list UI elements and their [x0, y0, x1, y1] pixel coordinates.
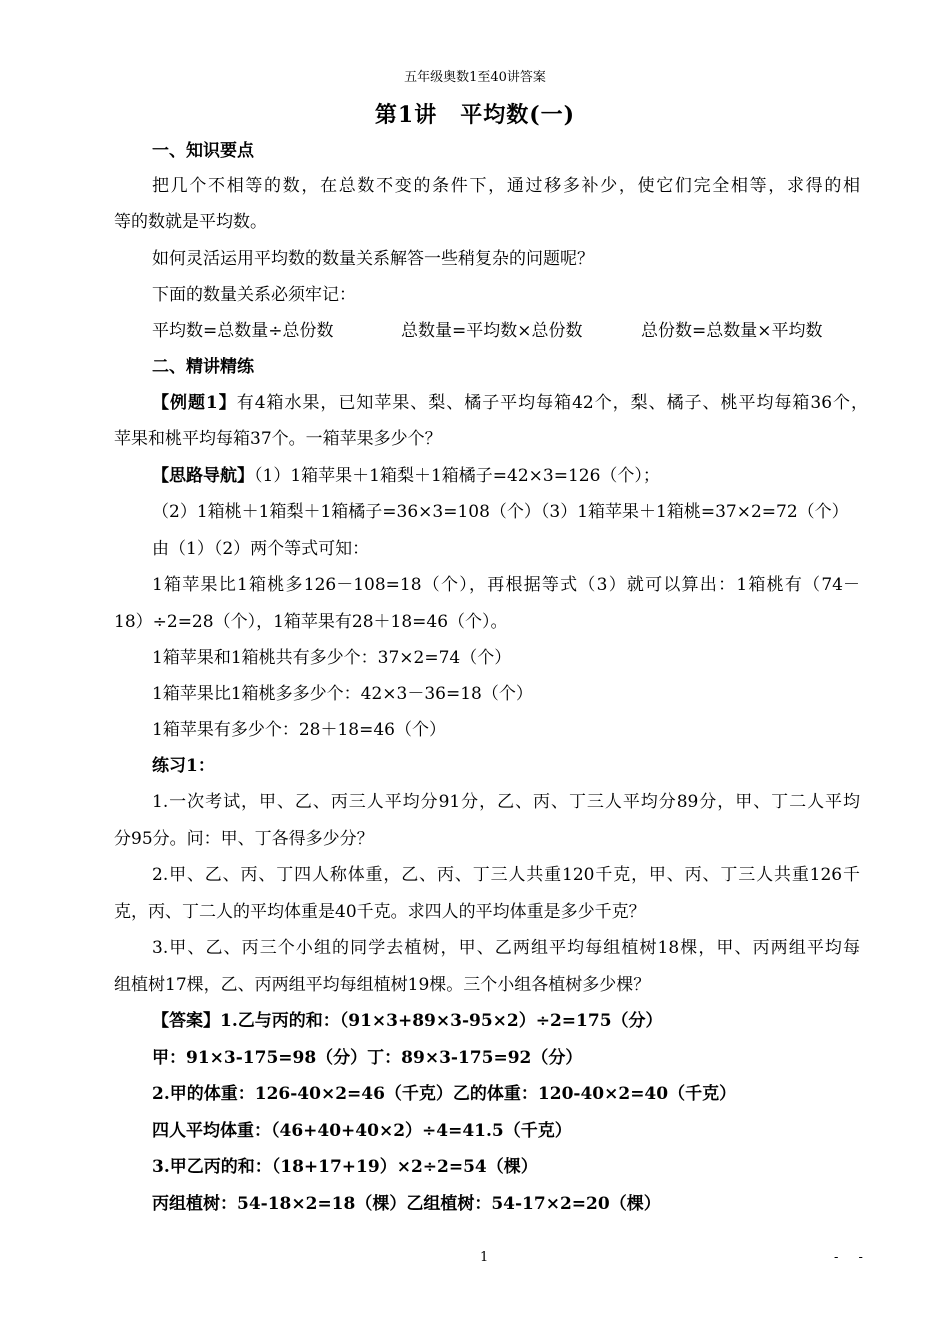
answer-line-1: 【答案】1.乙与丙的和：（91×3+89×3-95×2）÷2=175（分） — [152, 1011, 663, 1031]
solution-line-5: 18）÷2=28（个），1箱苹果有28＋18=46（个）。 — [114, 612, 508, 632]
lecture-title: 第1讲 平均数(一) — [374, 102, 576, 128]
formula-total: 总数量=平均数×总份数 — [401, 321, 583, 341]
knowledge-question: 如何灵活运用平均数的数量关系解答一些稍复杂的问题呢？ — [152, 249, 594, 269]
solution-line-6: 1箱苹果和1箱桃共有多少个：37×2=74（个） — [152, 648, 512, 668]
solution-step-1: （1）1箱苹果＋1箱梨＋1箱橘子=42×3=126（个）； — [254, 466, 660, 486]
knowledge-note: 下面的数量关系必须牢记： — [152, 285, 356, 305]
answer-line-5: 3.甲乙丙的和：（18+17+19）×2÷2=54（棵） — [152, 1157, 538, 1177]
page-header: 五年级奥数1至40讲答案 — [404, 70, 546, 85]
section-heading-practice: 二、精讲精练 — [152, 357, 254, 377]
practice-2-line-2: 克，丙、丁二人的平均体重是40千克。求四人的平均体重是多少千克？ — [114, 902, 646, 922]
practice-3-line-1: 3.甲、乙、丙三个小组的同学去植树，甲、乙两组平均每组植树18棵，甲、丙两组平均每 — [152, 938, 860, 958]
answer-line-2: 甲：91×3-175=98（分）丁：89×3-175=92（分） — [152, 1048, 583, 1068]
solution-label: 【思路导航】 — [152, 466, 254, 486]
answer-line-4: 四人平均体重：（46+40+40×2）÷4=41.5（千克） — [152, 1121, 572, 1141]
solution-line-4: 1箱苹果比1箱桃多126－108=18（个），再根据等式（3）就可以算出：1箱桃有（74－ — [152, 575, 860, 595]
solution-line-2: （2）1箱桃＋1箱梨＋1箱橘子=36×3=108（个）（3）1箱苹果＋1箱桃=37×2=72（个） — [152, 502, 849, 522]
formula-count: 总份数=总数量×平均数 — [641, 321, 823, 341]
solution-line-1 — [152, 464, 660, 488]
answer-line-3: 2.甲的体重：126-40×2=46（千克）乙的体重：120-40×2=40（千克） — [152, 1084, 737, 1104]
solution-line-3: 由（1）（2）两个等式可知： — [152, 539, 370, 559]
footer-mark: - - — [834, 1250, 871, 1265]
knowledge-paragraph-line-1: 把几个不相等的数，在总数不变的条件下，通过移多补少，使它们完全相等，求得的相 — [152, 176, 860, 196]
page-number: 1 — [480, 1250, 489, 1265]
practice-2-line-1: 2.甲、乙、丙、丁四人称体重，乙、丙、丁三人共重120千克，甲、丙、丁三人共重126千 — [152, 865, 860, 885]
example-1-text: 有4箱水果，已知苹果、梨、橘子平均每箱42个，梨、橘子、桃平均每箱36个， — [236, 393, 868, 413]
practice-1-line-1: 1.一次考试，甲、乙、丙三人平均分91分，乙、丙、丁三人平均分89分，甲、丁二人平均 — [152, 792, 860, 812]
practice-3-line-2: 组植树17棵，乙、丙两组平均每组植树19棵。三个小组各植树多少棵？ — [114, 975, 651, 995]
example-1-line-1 — [152, 391, 868, 415]
solution-line-8: 1箱苹果有多少个：28＋18=46（个） — [152, 720, 446, 740]
practice-1-line-2: 分95分。问：甲、丁各得多少分？ — [114, 829, 374, 849]
solution-line-7: 1箱苹果比1箱桃多多少个：42×3－36=18（个） — [152, 684, 533, 704]
answer-line-6: 丙组植树：54-18×2=18（棵）乙组植树：54-17×2=20（棵） — [152, 1194, 661, 1214]
example-1-label: 【例题1】 — [152, 393, 237, 413]
knowledge-paragraph-line-2: 等的数就是平均数。 — [114, 212, 267, 232]
formula-average: 平均数=总数量÷总份数 — [152, 321, 334, 341]
example-1-line-2: 苹果和桃平均每箱37个。一箱苹果多少个？ — [114, 429, 442, 449]
section-heading-knowledge: 一、知识要点 — [152, 141, 254, 161]
practice-heading: 练习1： — [152, 756, 215, 776]
